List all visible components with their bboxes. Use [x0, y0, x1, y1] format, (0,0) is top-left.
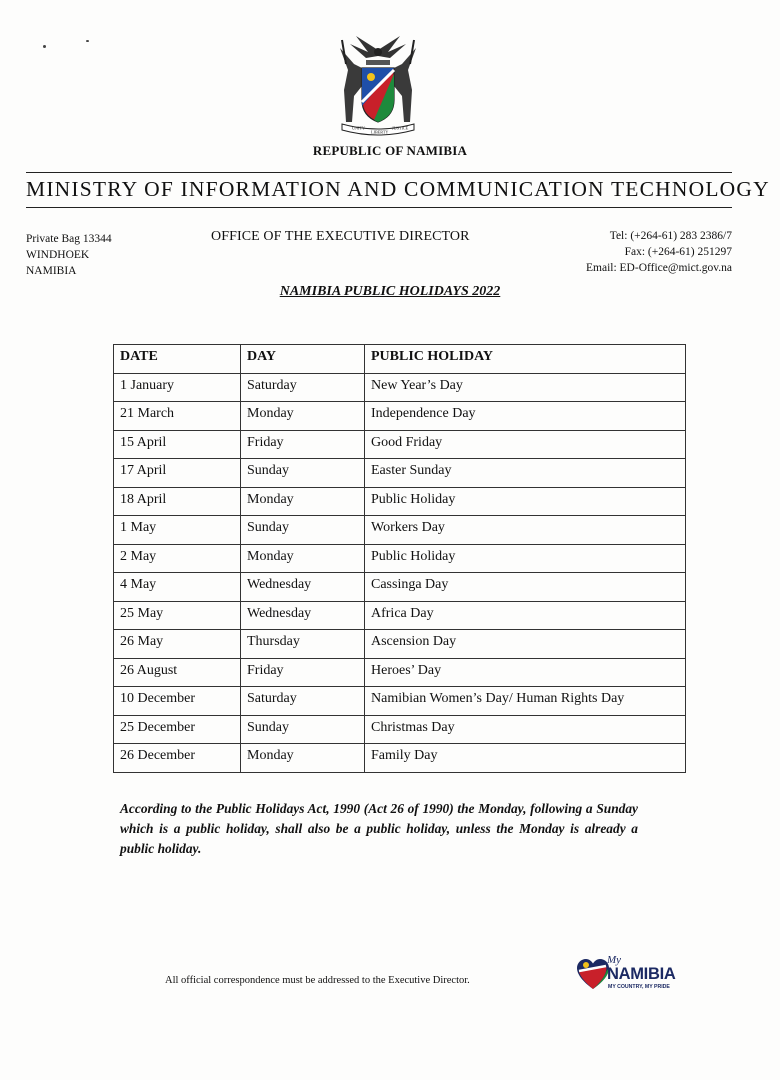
cell-holiday: Good Friday — [365, 430, 686, 459]
cell-date: 10 December — [114, 687, 241, 716]
cell-day: Friday — [241, 658, 365, 687]
cell-holiday: Public Holiday — [365, 487, 686, 516]
footer-correspondence-note: All official correspondence must be addressed to the Executive Director. — [165, 975, 470, 986]
column-header-holiday: PUBLIC HOLIDAY — [365, 345, 686, 374]
cell-day: Wednesday — [241, 573, 365, 602]
holidays-table — [113, 344, 686, 773]
cell-day: Monday — [241, 402, 365, 431]
table-row — [114, 373, 686, 402]
table-row — [114, 430, 686, 459]
cell-date: 1 January — [114, 373, 241, 402]
cell-date: 18 April — [114, 487, 241, 516]
cell-day: Saturday — [241, 373, 365, 402]
cell-day: Monday — [241, 487, 365, 516]
scan-speck — [43, 45, 46, 48]
cell-date: 4 May — [114, 573, 241, 602]
cell-day: Monday — [241, 544, 365, 573]
table-row — [114, 601, 686, 630]
table-row — [114, 544, 686, 573]
cell-holiday: Independence Day — [365, 402, 686, 431]
table-row — [114, 630, 686, 659]
cell-date: 2 May — [114, 544, 241, 573]
table-row — [114, 487, 686, 516]
motto-word-liberty: LIBERTY — [371, 129, 389, 135]
table-row — [114, 516, 686, 545]
motto-word-justice: JUSTICE — [392, 125, 409, 131]
cell-date: 21 March — [114, 402, 241, 431]
logo-prefix: My — [607, 954, 622, 966]
cell-day: Friday — [241, 430, 365, 459]
scan-speck — [86, 40, 89, 42]
cell-holiday: Cassinga Day — [365, 573, 686, 602]
cell-holiday: Christmas Day — [365, 715, 686, 744]
cell-holiday: Africa Day — [365, 601, 686, 630]
cell-holiday: Workers Day — [365, 516, 686, 545]
cell-date: 26 August — [114, 658, 241, 687]
legal-note: According to the Public Holidays Act, 1990 (Act 26 of 1990) the Monday, following a Sunday which is a public holiday, shall also be a public holiday, unless the Monday is already a public holiday. — [120, 801, 638, 856]
cell-holiday: Ascension Day — [365, 630, 686, 659]
ministry-name: MINISTRY OF INFORMATION AND COMMUNICATION TECHNOLOGY — [26, 177, 770, 201]
header-rule-top — [26, 172, 732, 173]
table-row — [114, 744, 686, 773]
table-header-row — [114, 345, 686, 374]
cell-day: Monday — [241, 744, 365, 773]
column-header-day: DAY — [241, 345, 365, 374]
coat-of-arms-emblem — [328, 30, 428, 138]
cell-date: 15 April — [114, 430, 241, 459]
country-name: REPUBLIC OF NAMIBIA — [312, 143, 468, 158]
motto-word-unity: UNITY — [352, 125, 366, 131]
office-name: OFFICE OF THE EXECUTIVE DIRECTOR — [211, 229, 470, 244]
cell-holiday: New Year’s Day — [365, 373, 686, 402]
address-line-country: NAMIBIA — [26, 265, 77, 277]
column-header-date: DATE — [114, 345, 241, 374]
cell-date: 25 May — [114, 601, 241, 630]
cell-holiday: Heroes’ Day — [365, 658, 686, 687]
cell-day: Sunday — [241, 459, 365, 488]
contact-fax: Fax: (+264-61) 251297 — [624, 246, 732, 258]
header-rule-bottom — [26, 207, 732, 208]
cell-date: 17 April — [114, 459, 241, 488]
cell-day: Saturday — [241, 687, 365, 716]
my-namibia-logo — [576, 956, 686, 996]
table-row — [114, 658, 686, 687]
cell-day: Sunday — [241, 516, 365, 545]
cell-holiday: Family Day — [365, 744, 686, 773]
address-line-po-box: Private Bag 13344 — [26, 233, 112, 245]
table-row — [114, 715, 686, 744]
cell-date: 25 December — [114, 715, 241, 744]
cell-day: Thursday — [241, 630, 365, 659]
heart-flag-icon — [576, 958, 610, 992]
cell-date: 1 May — [114, 516, 241, 545]
table-row — [114, 573, 686, 602]
contact-telephone: Tel: (+264-61) 283 2386/7 — [609, 230, 732, 242]
document-title: NAMIBIA PUBLIC HOLIDAYS 2022 — [279, 284, 501, 299]
cell-day: Wednesday — [241, 601, 365, 630]
cell-holiday: Easter Sunday — [365, 459, 686, 488]
table-row — [114, 402, 686, 431]
logo-tagline: MY COUNTRY, MY PRIDE — [608, 984, 670, 990]
cell-holiday: Public Holiday — [365, 544, 686, 573]
cell-date: 26 December — [114, 744, 241, 773]
table-row — [114, 687, 686, 716]
cell-holiday: Namibian Women’s Day/ Human Rights Day — [365, 687, 686, 716]
logo-wordmark: NAMIBIA — [607, 965, 676, 983]
cell-date: 26 May — [114, 630, 241, 659]
table-row — [114, 459, 686, 488]
contact-email: Email: ED-Office@mict.gov.na — [586, 262, 732, 274]
cell-day: Sunday — [241, 715, 365, 744]
address-line-city: WINDHOEK — [26, 249, 90, 261]
